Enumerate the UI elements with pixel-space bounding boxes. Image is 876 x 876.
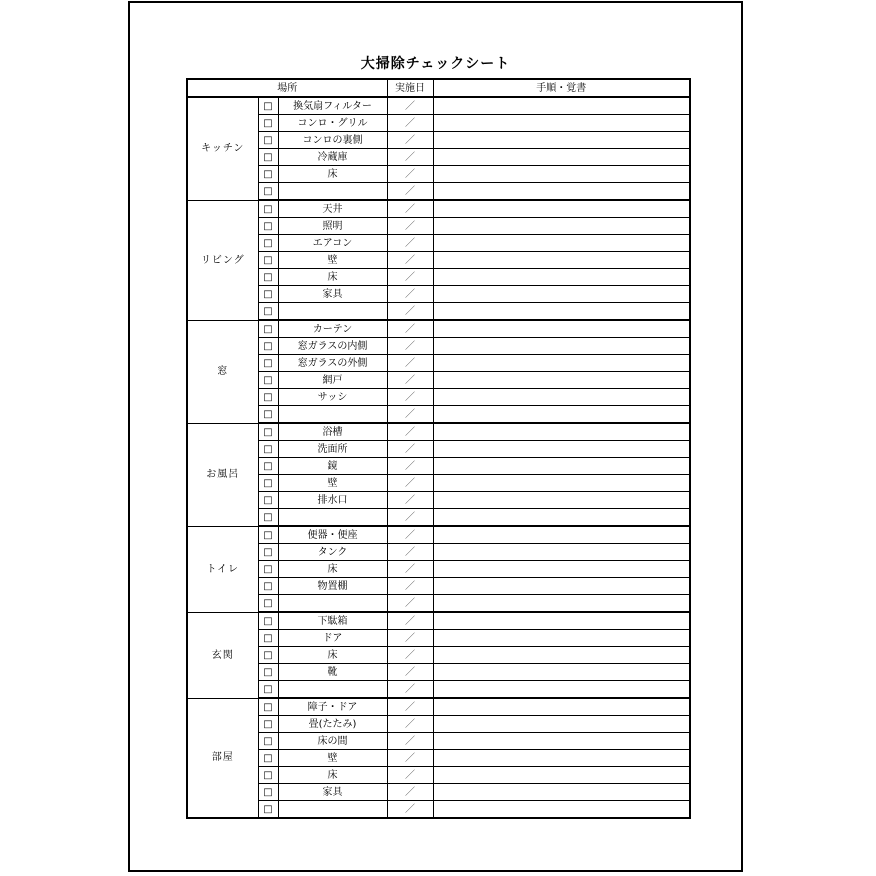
table-row bbox=[187, 355, 690, 372]
checkbox[interactable]: □ bbox=[258, 561, 278, 578]
notes-cell[interactable] bbox=[433, 509, 690, 527]
notes-cell[interactable] bbox=[433, 767, 690, 784]
table-row bbox=[187, 595, 690, 613]
table-row bbox=[187, 97, 690, 115]
item-label: 換気扇フィルター bbox=[278, 97, 387, 115]
table-row bbox=[187, 698, 690, 716]
checkbox[interactable]: □ bbox=[258, 252, 278, 269]
notes-cell[interactable] bbox=[433, 664, 690, 681]
date-cell[interactable]: ／ bbox=[387, 355, 433, 372]
table-row bbox=[187, 612, 690, 630]
item-label: 網戸 bbox=[278, 372, 387, 389]
checkbox[interactable]: □ bbox=[258, 664, 278, 681]
date-cell[interactable]: ／ bbox=[387, 389, 433, 406]
date-cell[interactable]: ／ bbox=[387, 716, 433, 733]
checkbox[interactable]: □ bbox=[258, 423, 278, 441]
item-label: 床の間 bbox=[278, 733, 387, 750]
table-row bbox=[187, 338, 690, 355]
date-cell[interactable]: ／ bbox=[387, 492, 433, 509]
notes-cell[interactable] bbox=[433, 355, 690, 372]
checkbox[interactable]: □ bbox=[258, 320, 278, 338]
item-label: 床 bbox=[278, 166, 387, 183]
table-row bbox=[187, 320, 690, 338]
item-label bbox=[278, 303, 387, 321]
item-label: 障子・ドア bbox=[278, 698, 387, 716]
date-cell[interactable]: ／ bbox=[387, 458, 433, 475]
table-row bbox=[187, 200, 690, 218]
notes-cell[interactable] bbox=[433, 115, 690, 132]
table-row bbox=[187, 269, 690, 286]
checkbox[interactable]: □ bbox=[258, 389, 278, 406]
date-cell[interactable]: ／ bbox=[387, 561, 433, 578]
checkbox[interactable]: □ bbox=[258, 355, 278, 372]
table-row bbox=[187, 767, 690, 784]
table-row bbox=[187, 389, 690, 406]
date-cell[interactable]: ／ bbox=[387, 681, 433, 699]
item-label: ドア bbox=[278, 630, 387, 647]
notes-cell[interactable] bbox=[433, 475, 690, 492]
checkbox[interactable]: □ bbox=[258, 698, 278, 716]
item-label: 床 bbox=[278, 647, 387, 664]
date-cell[interactable]: ／ bbox=[387, 200, 433, 218]
date-cell[interactable]: ／ bbox=[387, 630, 433, 647]
table-row bbox=[187, 303, 690, 321]
checkbox[interactable]: □ bbox=[258, 801, 278, 819]
table-row bbox=[187, 750, 690, 767]
notes-cell[interactable] bbox=[433, 286, 690, 303]
date-cell[interactable]: ／ bbox=[387, 441, 433, 458]
checkbox[interactable]: □ bbox=[258, 612, 278, 630]
notes-cell[interactable] bbox=[433, 149, 690, 166]
item-label bbox=[278, 509, 387, 527]
notes-cell[interactable] bbox=[433, 681, 690, 699]
item-label: 照明 bbox=[278, 218, 387, 235]
checkbox[interactable]: □ bbox=[258, 406, 278, 424]
table-row bbox=[187, 372, 690, 389]
table-row bbox=[187, 716, 690, 733]
notes-cell[interactable] bbox=[433, 441, 690, 458]
date-cell[interactable]: ／ bbox=[387, 406, 433, 424]
date-cell[interactable]: ／ bbox=[387, 235, 433, 252]
checkbox[interactable]: □ bbox=[258, 767, 278, 784]
table-row bbox=[187, 441, 690, 458]
date-cell[interactable]: ／ bbox=[387, 115, 433, 132]
notes-cell[interactable] bbox=[433, 372, 690, 389]
item-label bbox=[278, 681, 387, 699]
notes-cell[interactable] bbox=[433, 784, 690, 801]
date-cell[interactable]: ／ bbox=[387, 218, 433, 235]
area-label: 玄関 bbox=[187, 612, 258, 698]
item-label: 窓ガラスの外側 bbox=[278, 355, 387, 372]
table-row bbox=[187, 801, 690, 819]
notes-cell[interactable] bbox=[433, 166, 690, 183]
date-cell[interactable]: ／ bbox=[387, 269, 433, 286]
table-row bbox=[187, 475, 690, 492]
notes-cell[interactable] bbox=[433, 647, 690, 664]
date-cell[interactable]: ／ bbox=[387, 423, 433, 441]
table-row bbox=[187, 526, 690, 544]
table-row bbox=[187, 218, 690, 235]
date-cell[interactable]: ／ bbox=[387, 132, 433, 149]
notes-cell[interactable] bbox=[433, 97, 690, 115]
item-label: 壁 bbox=[278, 475, 387, 492]
date-cell[interactable]: ／ bbox=[387, 595, 433, 613]
header-notes: 手順・覚書 bbox=[433, 79, 690, 97]
date-cell[interactable]: ／ bbox=[387, 733, 433, 750]
notes-cell[interactable] bbox=[433, 716, 690, 733]
notes-cell[interactable] bbox=[433, 526, 690, 544]
item-label: コンロ・グリル bbox=[278, 115, 387, 132]
checkbox[interactable]: □ bbox=[258, 303, 278, 321]
checkbox[interactable]: □ bbox=[258, 338, 278, 355]
notes-cell[interactable] bbox=[433, 423, 690, 441]
notes-cell[interactable] bbox=[433, 406, 690, 424]
date-cell[interactable]: ／ bbox=[387, 149, 433, 166]
item-label: サッシ bbox=[278, 389, 387, 406]
date-cell[interactable]: ／ bbox=[387, 97, 433, 115]
date-cell[interactable]: ／ bbox=[387, 252, 433, 269]
area-label: 部屋 bbox=[187, 698, 258, 818]
page-title: 大掃除チェックシート bbox=[360, 56, 511, 72]
checkbox[interactable]: □ bbox=[258, 269, 278, 286]
date-cell[interactable]: ／ bbox=[387, 320, 433, 338]
item-label: 壁 bbox=[278, 252, 387, 269]
date-cell[interactable]: ／ bbox=[387, 578, 433, 595]
date-cell[interactable]: ／ bbox=[387, 612, 433, 630]
notes-cell[interactable] bbox=[433, 269, 690, 286]
item-label: 洗面所 bbox=[278, 441, 387, 458]
date-cell[interactable]: ／ bbox=[387, 784, 433, 801]
notes-cell[interactable] bbox=[433, 235, 690, 252]
table-row bbox=[187, 509, 690, 527]
date-cell[interactable]: ／ bbox=[387, 698, 433, 716]
item-label: 鏡 bbox=[278, 458, 387, 475]
area-label: トイレ bbox=[187, 526, 258, 612]
table-row bbox=[187, 664, 690, 681]
notes-cell[interactable] bbox=[433, 612, 690, 630]
table-row bbox=[187, 166, 690, 183]
notes-cell[interactable] bbox=[433, 183, 690, 201]
checkbox[interactable]: □ bbox=[258, 97, 278, 115]
notes-cell[interactable] bbox=[433, 200, 690, 218]
item-label bbox=[278, 183, 387, 201]
checkbox[interactable]: □ bbox=[258, 286, 278, 303]
notes-cell[interactable] bbox=[433, 252, 690, 269]
table-row bbox=[187, 132, 690, 149]
table-row bbox=[187, 286, 690, 303]
item-label: エアコン bbox=[278, 235, 387, 252]
checkbox[interactable]: □ bbox=[258, 595, 278, 613]
item-label: 便器・便座 bbox=[278, 526, 387, 544]
date-cell[interactable]: ／ bbox=[387, 509, 433, 527]
date-cell[interactable]: ／ bbox=[387, 166, 433, 183]
table-row bbox=[187, 406, 690, 424]
notes-cell[interactable] bbox=[433, 698, 690, 716]
checkbox[interactable]: □ bbox=[258, 544, 278, 561]
table-row bbox=[187, 647, 690, 664]
checkbox[interactable]: □ bbox=[258, 578, 278, 595]
table-row bbox=[187, 149, 690, 166]
date-cell[interactable]: ／ bbox=[387, 183, 433, 201]
table-row bbox=[187, 681, 690, 699]
table-row bbox=[187, 492, 690, 509]
area-label: リビング bbox=[187, 200, 258, 320]
checkbox[interactable]: □ bbox=[258, 441, 278, 458]
header-place: 場所 bbox=[187, 79, 387, 97]
item-label bbox=[278, 595, 387, 613]
notes-cell[interactable] bbox=[433, 801, 690, 819]
item-label: 窓ガラスの内側 bbox=[278, 338, 387, 355]
table-row bbox=[187, 733, 690, 750]
table-row bbox=[187, 183, 690, 201]
table-row bbox=[187, 252, 690, 269]
table-row bbox=[187, 630, 690, 647]
notes-cell[interactable] bbox=[433, 578, 690, 595]
item-label: 家具 bbox=[278, 784, 387, 801]
checkbox[interactable]: □ bbox=[258, 458, 278, 475]
item-label: 家具 bbox=[278, 286, 387, 303]
checkbox[interactable]: □ bbox=[258, 492, 278, 509]
table-row bbox=[187, 784, 690, 801]
header-row bbox=[187, 79, 690, 97]
notes-cell[interactable] bbox=[433, 733, 690, 750]
table-row bbox=[187, 458, 690, 475]
item-label: 壁 bbox=[278, 750, 387, 767]
date-cell[interactable]: ／ bbox=[387, 303, 433, 321]
item-label bbox=[278, 406, 387, 424]
item-label: カーテン bbox=[278, 320, 387, 338]
notes-cell[interactable] bbox=[433, 132, 690, 149]
checkbox[interactable]: □ bbox=[258, 750, 278, 767]
notes-cell[interactable] bbox=[433, 561, 690, 578]
item-label: タンク bbox=[278, 544, 387, 561]
item-label: 排水口 bbox=[278, 492, 387, 509]
item-label: 床 bbox=[278, 269, 387, 286]
date-cell[interactable]: ／ bbox=[387, 801, 433, 819]
checkbox[interactable]: □ bbox=[258, 716, 278, 733]
date-cell[interactable]: ／ bbox=[387, 286, 433, 303]
table-row bbox=[187, 561, 690, 578]
checkbox[interactable]: □ bbox=[258, 132, 278, 149]
item-label: 冷蔵庫 bbox=[278, 149, 387, 166]
date-cell[interactable]: ／ bbox=[387, 544, 433, 561]
item-label bbox=[278, 801, 387, 819]
table-row bbox=[187, 235, 690, 252]
date-cell[interactable]: ／ bbox=[387, 767, 433, 784]
checkbox[interactable]: □ bbox=[258, 166, 278, 183]
notes-cell[interactable] bbox=[433, 320, 690, 338]
date-cell[interactable]: ／ bbox=[387, 750, 433, 767]
checkbox[interactable]: □ bbox=[258, 235, 278, 252]
date-cell[interactable]: ／ bbox=[387, 372, 433, 389]
notes-cell[interactable] bbox=[433, 595, 690, 613]
date-cell[interactable]: ／ bbox=[387, 338, 433, 355]
notes-cell[interactable] bbox=[433, 492, 690, 509]
notes-cell[interactable] bbox=[433, 218, 690, 235]
checkbox[interactable]: □ bbox=[258, 526, 278, 544]
checkbox[interactable]: □ bbox=[258, 509, 278, 527]
checkbox[interactable]: □ bbox=[258, 200, 278, 218]
notes-cell[interactable] bbox=[433, 458, 690, 475]
notes-cell[interactable] bbox=[433, 303, 690, 321]
checkbox[interactable]: □ bbox=[258, 475, 278, 492]
table-row bbox=[187, 544, 690, 561]
checkbox[interactable]: □ bbox=[258, 784, 278, 801]
notes-cell[interactable] bbox=[433, 630, 690, 647]
checkbox[interactable]: □ bbox=[258, 681, 278, 699]
item-label: 浴槽 bbox=[278, 423, 387, 441]
checkbox[interactable]: □ bbox=[258, 733, 278, 750]
checkbox[interactable]: □ bbox=[258, 183, 278, 201]
area-label: 窓 bbox=[187, 320, 258, 423]
table-row bbox=[187, 115, 690, 132]
table-row bbox=[187, 423, 690, 441]
date-cell[interactable]: ／ bbox=[387, 475, 433, 492]
notes-cell[interactable] bbox=[433, 750, 690, 767]
checkbox[interactable]: □ bbox=[258, 149, 278, 166]
item-label: 靴 bbox=[278, 664, 387, 681]
item-label: 下駄箱 bbox=[278, 612, 387, 630]
date-cell[interactable]: ／ bbox=[387, 526, 433, 544]
item-label: 物置棚 bbox=[278, 578, 387, 595]
notes-cell[interactable] bbox=[433, 544, 690, 561]
checkbox[interactable]: □ bbox=[258, 218, 278, 235]
table-row bbox=[187, 578, 690, 595]
checkbox[interactable]: □ bbox=[258, 647, 278, 664]
area-label: キッチン bbox=[187, 97, 258, 200]
checkbox[interactable]: □ bbox=[258, 115, 278, 132]
notes-cell[interactable] bbox=[433, 338, 690, 355]
date-cell[interactable]: ／ bbox=[387, 664, 433, 681]
item-label: コンロの裏側 bbox=[278, 132, 387, 149]
item-label: 床 bbox=[278, 561, 387, 578]
checkbox[interactable]: □ bbox=[258, 372, 278, 389]
checkbox[interactable]: □ bbox=[258, 630, 278, 647]
item-label: 畳(たたみ) bbox=[278, 716, 387, 733]
item-label: 床 bbox=[278, 767, 387, 784]
area-label: お風呂 bbox=[187, 423, 258, 526]
notes-cell[interactable] bbox=[433, 389, 690, 406]
checklist-table bbox=[186, 78, 691, 819]
item-label: 天井 bbox=[278, 200, 387, 218]
header-date: 実施日 bbox=[387, 79, 433, 97]
date-cell[interactable]: ／ bbox=[387, 647, 433, 664]
